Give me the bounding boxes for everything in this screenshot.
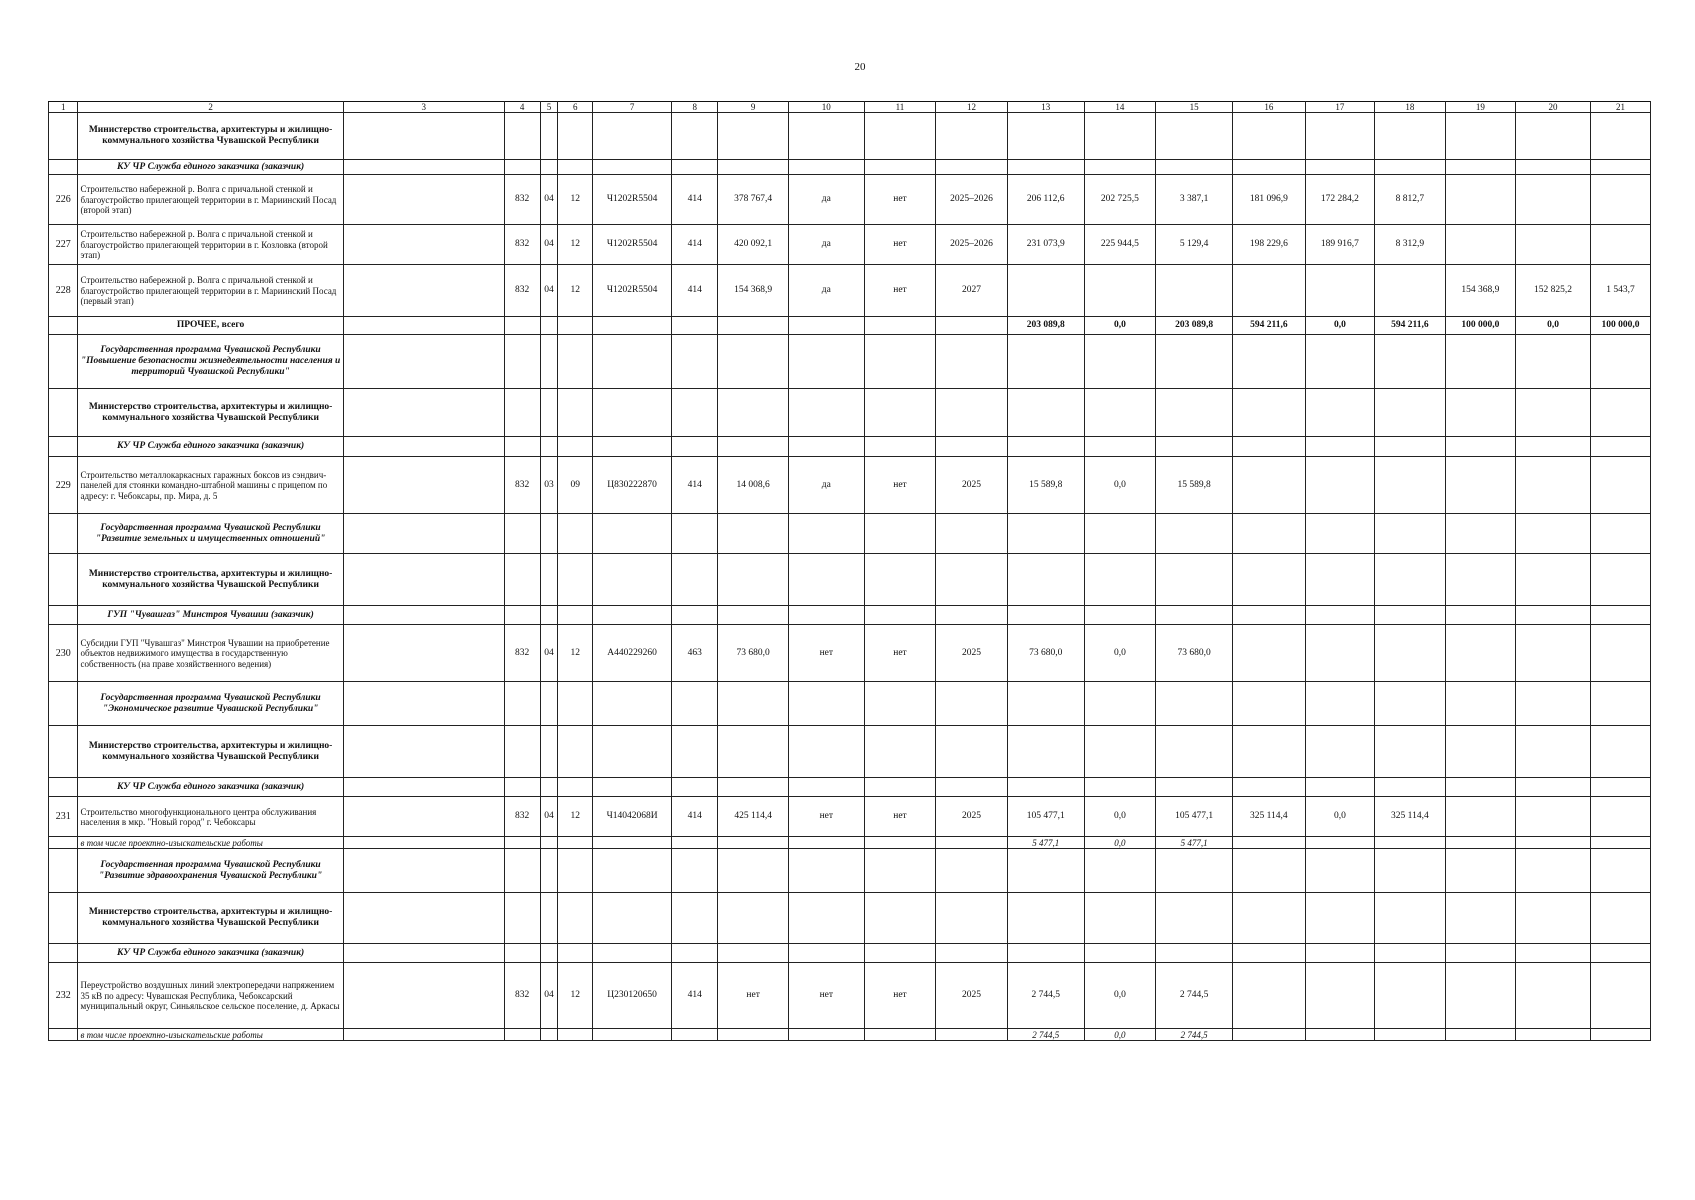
customer-row: [49, 606, 1651, 625]
cell: нет: [864, 625, 936, 682]
cell: 2 744,5: [1007, 1029, 1084, 1041]
cell: 0,0: [1305, 797, 1374, 837]
cell: 225 944,5: [1084, 225, 1156, 265]
col-header: 19: [1445, 102, 1516, 113]
cell: 832: [504, 797, 540, 837]
table-row: [49, 625, 1651, 682]
cell: 04: [540, 175, 558, 225]
cell: 03: [540, 457, 558, 514]
cell: 152 825,2: [1516, 265, 1591, 317]
page-number: 20: [854, 61, 866, 73]
cell: А440229260: [593, 625, 672, 682]
cell: 5 477,1: [1156, 837, 1233, 849]
cell: 154 368,9: [1445, 265, 1516, 317]
cell: 105 477,1: [1156, 797, 1233, 837]
cell: 325 114,4: [1375, 797, 1446, 837]
customer-label: КУ ЧР Служба единого заказчика (заказчик): [78, 778, 343, 797]
cell: 2025: [936, 797, 1008, 837]
col-header: 16: [1233, 102, 1306, 113]
cell: 09: [558, 457, 593, 514]
cell: 832: [504, 457, 540, 514]
row-description: Строительство многофункционального центра обслуживания населения в мкр. "Новый город" г. Чебоксары: [78, 797, 343, 837]
ministry-row: [49, 726, 1651, 778]
cell: Ц830222870: [593, 457, 672, 514]
cell: 2025–2026: [936, 225, 1008, 265]
cell: 04: [540, 963, 558, 1029]
cell: 2 744,5: [1156, 963, 1233, 1029]
cell: 12: [558, 963, 593, 1029]
cell: нет: [864, 225, 936, 265]
cell: да: [788, 457, 864, 514]
col-header: 8: [672, 102, 718, 113]
design-works-label: в том числе проектно-изыскательские работы: [78, 1029, 343, 1041]
total-cell: 594 211,6: [1375, 317, 1446, 335]
cell: Ц230120650: [593, 963, 672, 1029]
col-header: 6: [558, 102, 593, 113]
cell: 2 744,5: [1007, 963, 1084, 1029]
cell: 154 368,9: [718, 265, 789, 317]
cell: 12: [558, 265, 593, 317]
ministry-label: Министерство строительства, архитектуры и жилищно-коммунального хозяйства Чувашской Республики: [78, 554, 343, 606]
cell: нет: [864, 457, 936, 514]
customer-label: КУ ЧР Служба единого заказчика (заказчик): [78, 437, 343, 457]
col-header: 18: [1375, 102, 1446, 113]
row-description: Переустройство воздушных линий электропередачи напряжением 35 кВ по адресу: Чувашская Республика, Чебоксарский муниципальный округ, Синьяльское сельское поселение, д. Аркасы: [78, 963, 343, 1029]
cell: 832: [504, 175, 540, 225]
col-header: 3: [343, 102, 504, 113]
cell: 04: [540, 225, 558, 265]
row-description: Строительство набережной р. Волга с причальной стенкой и благоустройство прилегающей территории в г. Козловка (второй этап): [78, 225, 343, 265]
ministry-row: [49, 389, 1651, 437]
cell: да: [788, 175, 864, 225]
total-cell: 0,0: [1516, 317, 1591, 335]
col-header: 20: [1516, 102, 1591, 113]
cell: 414: [672, 963, 718, 1029]
row-description: Строительство набережной р. Волга с причальной стенкой и благоустройство прилегающей территории в г. Мариинский Посад (первый этап): [78, 265, 343, 317]
table-row: [49, 797, 1651, 837]
cell: 04: [540, 625, 558, 682]
cell: нет: [864, 175, 936, 225]
cell: 425 114,4: [718, 797, 789, 837]
table-row: [49, 963, 1651, 1029]
cell: 414: [672, 225, 718, 265]
cell: 0,0: [1084, 797, 1156, 837]
col-header: 15: [1156, 102, 1233, 113]
cell: 202 725,5: [1084, 175, 1156, 225]
cell: 105 477,1: [1007, 797, 1084, 837]
col-header: 7: [593, 102, 672, 113]
cell: 414: [672, 265, 718, 317]
cell: нет: [788, 797, 864, 837]
row-description: Субсидии ГУП "Чувашгаз" Минстроя Чувашии на приобретение объектов недвижимого имущества в государственную собственность (на праве хозяйственного ведения): [78, 625, 343, 682]
cell: 73 680,0: [1156, 625, 1233, 682]
cell: 0,0: [1084, 625, 1156, 682]
program-label: Государственная программа Чувашской Республики "Экономическое развитие Чувашской Республики": [78, 682, 343, 726]
cell: 14 008,6: [718, 457, 789, 514]
col-header: 17: [1305, 102, 1374, 113]
program-row: [49, 849, 1651, 893]
cell: 8 812,7: [1375, 175, 1446, 225]
total-cell: 203 089,8: [1156, 317, 1233, 335]
cell: 414: [672, 175, 718, 225]
col-header: 21: [1590, 102, 1650, 113]
row-number: 226: [49, 175, 78, 225]
cell: 12: [558, 175, 593, 225]
col-header: 5: [540, 102, 558, 113]
cell: 420 092,1: [718, 225, 789, 265]
cell: 1 543,7: [1590, 265, 1650, 317]
cell: 172 284,2: [1305, 175, 1374, 225]
cell: 04: [540, 265, 558, 317]
cell: 832: [504, 625, 540, 682]
program-row: [49, 514, 1651, 554]
cell: да: [788, 265, 864, 317]
col-header: 1: [49, 102, 78, 113]
program-row: [49, 335, 1651, 389]
cell: 12: [558, 625, 593, 682]
ministry-row: [49, 113, 1651, 160]
cell: 181 096,9: [1233, 175, 1306, 225]
cell: Ч1202R5504: [593, 265, 672, 317]
cell: 0,0: [1084, 457, 1156, 514]
table-row: [49, 457, 1651, 514]
ministry-row: [49, 893, 1651, 944]
table-row: [49, 175, 1651, 225]
cell: нет: [788, 963, 864, 1029]
customer-row: [49, 944, 1651, 963]
row-number: 227: [49, 225, 78, 265]
cell: 15 589,8: [1007, 457, 1084, 514]
row-description: Строительство набережной р. Волга с причальной стенкой и благоустройство прилегающей территории в г. Мариинский Посад (второй этап): [78, 175, 343, 225]
header-row: [49, 102, 1651, 113]
customer-row: [49, 437, 1651, 457]
total-label: ПРОЧЕЕ, всего: [78, 317, 343, 335]
cell: 0,0: [1084, 963, 1156, 1029]
cell: 8 312,9: [1375, 225, 1446, 265]
cell: 206 112,6: [1007, 175, 1084, 225]
ministry-label: Министерство строительства, архитектуры и жилищно-коммунального хозяйства Чувашской Республики: [78, 113, 343, 160]
cell: 15 589,8: [1156, 457, 1233, 514]
cell: 73 680,0: [1007, 625, 1084, 682]
cell: 0,0: [1084, 1029, 1156, 1041]
cell: 832: [504, 225, 540, 265]
cell: нет: [864, 963, 936, 1029]
total-cell: 100 000,0: [1445, 317, 1516, 335]
cell: 832: [504, 963, 540, 1029]
cell: 198 229,6: [1233, 225, 1306, 265]
ministry-label: Министерство строительства, архитектуры и жилищно-коммунального хозяйства Чувашской Республики: [78, 389, 343, 437]
design-works-row: [49, 837, 1651, 849]
ministry-label: Министерство строительства, архитектуры и жилищно-коммунального хозяйства Чувашской Республики: [78, 726, 343, 778]
table-row: [49, 225, 1651, 265]
cell: 2025: [936, 625, 1008, 682]
investment-table: [48, 101, 1651, 1041]
col-header: 11: [864, 102, 936, 113]
col-header: 14: [1084, 102, 1156, 113]
table-row: [49, 265, 1651, 317]
cell: нет: [864, 265, 936, 317]
program-row: [49, 682, 1651, 726]
cell: Ч1202R5504: [593, 175, 672, 225]
cell: Ч1202R5504: [593, 225, 672, 265]
cell: 73 680,0: [718, 625, 789, 682]
cell: 189 916,7: [1305, 225, 1374, 265]
program-label: Государственная программа Чувашской Республики "Повышение безопасности жизнедеятельности населения и территорий Чувашской Республики": [78, 335, 343, 389]
cell: 832: [504, 265, 540, 317]
col-header: 13: [1007, 102, 1084, 113]
design-works-label: в том числе проектно-изыскательские работы: [78, 837, 343, 849]
row-number: 232: [49, 963, 78, 1029]
col-header: 10: [788, 102, 864, 113]
total-cell: 0,0: [1084, 317, 1156, 335]
ministry-label: Министерство строительства, архитектуры и жилищно-коммунального хозяйства Чувашской Республики: [78, 893, 343, 944]
total-row: [49, 317, 1651, 335]
cell: 2025–2026: [936, 175, 1008, 225]
cell: 378 767,4: [718, 175, 789, 225]
total-cell: 100 000,0: [1590, 317, 1650, 335]
program-label: Государственная программа Чувашской Республики "Развитие здравоохранения Чувашской Республики": [78, 849, 343, 893]
cell: 414: [672, 797, 718, 837]
cell: 2 744,5: [1156, 1029, 1233, 1041]
cell: 2025: [936, 457, 1008, 514]
customer-row: [49, 778, 1651, 797]
cell: 325 114,4: [1233, 797, 1306, 837]
cell: 2027: [936, 265, 1008, 317]
total-cell: 0,0: [1305, 317, 1374, 335]
cell: нет: [864, 797, 936, 837]
row-description: Строительство металлокаркасных гаражных боксов из сэндвич-панелей для стоянки командно-штабной машины с прицепом по адресу: г. Чебоксары, пр. Мира, д. 5: [78, 457, 343, 514]
total-cell: 594 211,6: [1233, 317, 1306, 335]
cell: 12: [558, 797, 593, 837]
customer-label: КУ ЧР Служба единого заказчика (заказчик): [78, 944, 343, 963]
cell: 231 073,9: [1007, 225, 1084, 265]
total-cell: 203 089,8: [1007, 317, 1084, 335]
row-number: 228: [49, 265, 78, 317]
customer-label: КУ ЧР Служба единого заказчика (заказчик): [78, 160, 343, 175]
cell: 463: [672, 625, 718, 682]
cell: 5 129,4: [1156, 225, 1233, 265]
cell: 12: [558, 225, 593, 265]
col-header: 2: [78, 102, 343, 113]
col-header: 4: [504, 102, 540, 113]
customer-label: ГУП "Чувашгаз" Минстроя Чувашии (заказчик): [78, 606, 343, 625]
cell: 0,0: [1084, 837, 1156, 849]
cell: Ч14042068И: [593, 797, 672, 837]
cell: 3 387,1: [1156, 175, 1233, 225]
ministry-row: [49, 554, 1651, 606]
col-header: 9: [718, 102, 789, 113]
cell: 04: [540, 797, 558, 837]
cell: да: [788, 225, 864, 265]
cell: 5 477,1: [1007, 837, 1084, 849]
row-number: 231: [49, 797, 78, 837]
cell: 2025: [936, 963, 1008, 1029]
program-label: Государственная программа Чувашской Республики "Развитие земельных и имущественных отношений": [78, 514, 343, 554]
row-number: 230: [49, 625, 78, 682]
row-number: 229: [49, 457, 78, 514]
cell: 414: [672, 457, 718, 514]
customer-row: [49, 160, 1651, 175]
design-works-row: [49, 1029, 1651, 1041]
cell: нет: [788, 625, 864, 682]
col-header: 12: [936, 102, 1008, 113]
cell: нет: [718, 963, 789, 1029]
